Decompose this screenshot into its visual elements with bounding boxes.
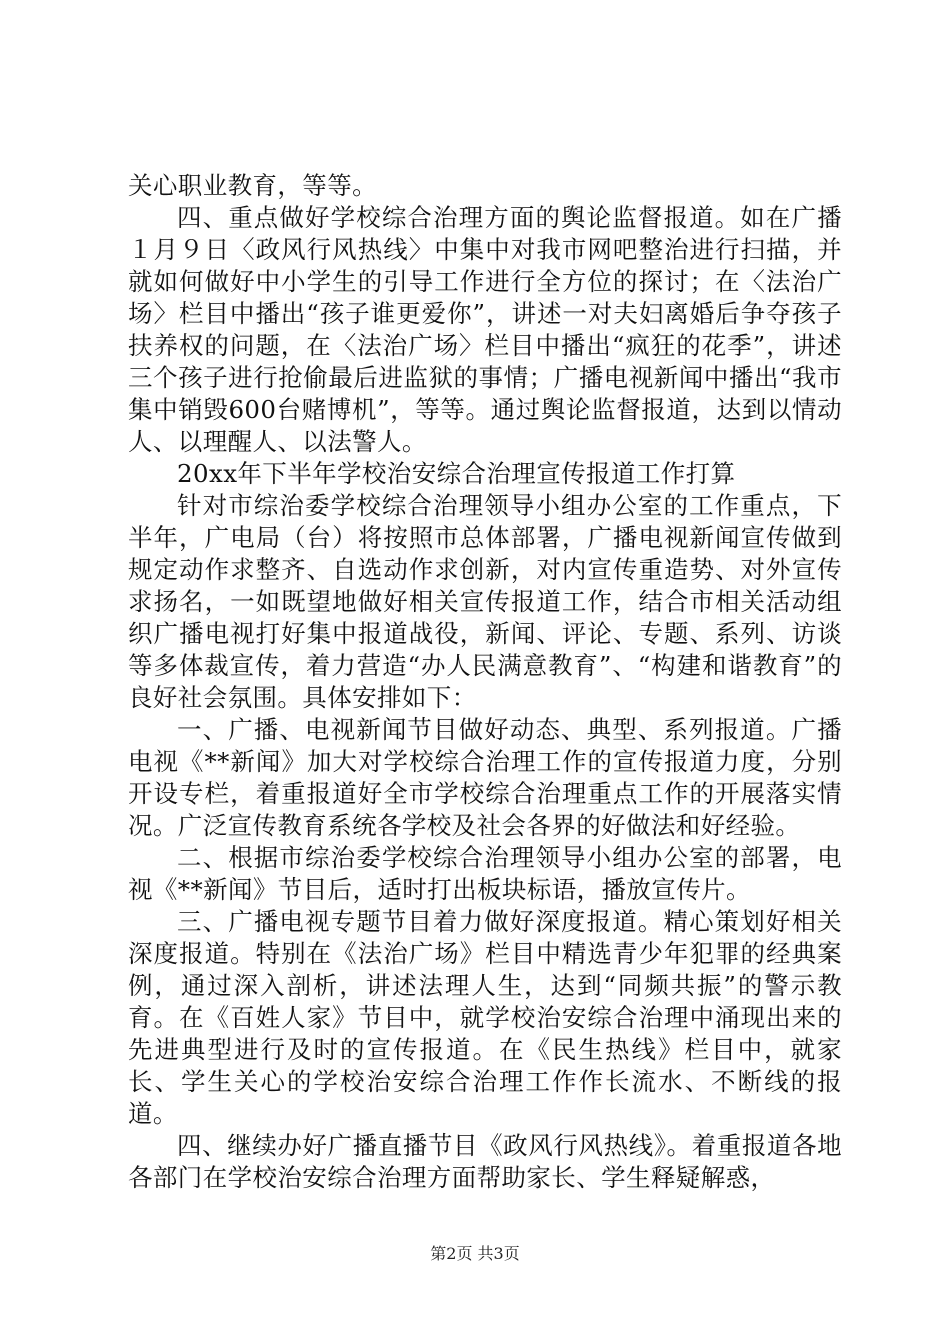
document-body: [128, 170, 842, 1194]
page-footer: 第2页 共3页: [430, 1244, 520, 1263]
paragraph-2: 四、重点做好学校综合治理方面的舆论监督报道。如在广播１月９日〈政风行风热线〉中集中对我市网吧整治进行扫描，并就如何做好中小学生的引导工作进行全方位的探讨；在〈法治广场〉栏目中播出“孩子谁更爱你”，讲述一对夫妇离婚后争夺孩子扶养权的问题，在〈法治广场〉栏目中播出“疯狂的花季”，讲述三个孩子进行抢偷最后进监狱的事情；广播电视新闻中播出“我市集中销毁600台赌博机”，等等。通过舆论监督报道，达到以情动人、以理醒人、以法警人。: [128, 203, 842, 456]
paragraph-3: 针对市综治委学校综合治理领导小组办公室的工作重点，下半年，广电局（台）将按照市总体部署，广播电视新闻宣传做到规定动作求整齐、自选动作求创新，对内宣传重造势、对外宣传求扬名，一如既望地做好相关宣传报道工作，结合市相关活动组织广播电视打好集中报道战役，新闻、评论、专题、系列、访谈等多体裁宣传，着力营造“办人民满意教育”、“构建和谐教育”的良好社会氛围。具体安排如下：: [128, 491, 842, 712]
paragraph-4: 一、广播、电视新闻节目做好动态、典型、系列报道。广播电视《**新闻》加大对学校综合治理工作的宣传报道力度，分别开设专栏，着重报道好全市学校综合治理重点工作的开展落实情况。广泛宣传教育系统各学校及社会各界的好做法和好经验。: [128, 715, 842, 840]
paragraph-5: 二、根据市综治委学校综合治理领导小组办公室的部署，电视《**新闻》节目后，适时打出板块标语，播放宣传片。: [128, 843, 842, 904]
paragraph-7: 四、继续办好广播直播节目《政风行风热线》。着重报道各地各部门在学校治安综合治理方面帮助家长、学生释疑解惑，: [128, 1131, 842, 1192]
section-heading: 20xx年下半年学校治安综合治理宣传报道工作打算: [177, 459, 736, 488]
paragraph-6: 三、广播电视专题节目着力做好深度报道。精心策划好相关深度报道。特别在《法治广场》栏目中精选青少年犯罪的经典案例，通过深入剖析，讲述法理人生，达到“同频共振”的警示教育。在《百姓人家》节目中，就学校治安综合治理中涌现出来的先进典型进行及时的宣传报道。在《民生热线》栏目中，就家长、学生关心的学校治安综合治理工作作长流水、不断线的报道。: [128, 907, 842, 1128]
paragraph-1: 关心职业教育，等等。: [128, 171, 377, 200]
